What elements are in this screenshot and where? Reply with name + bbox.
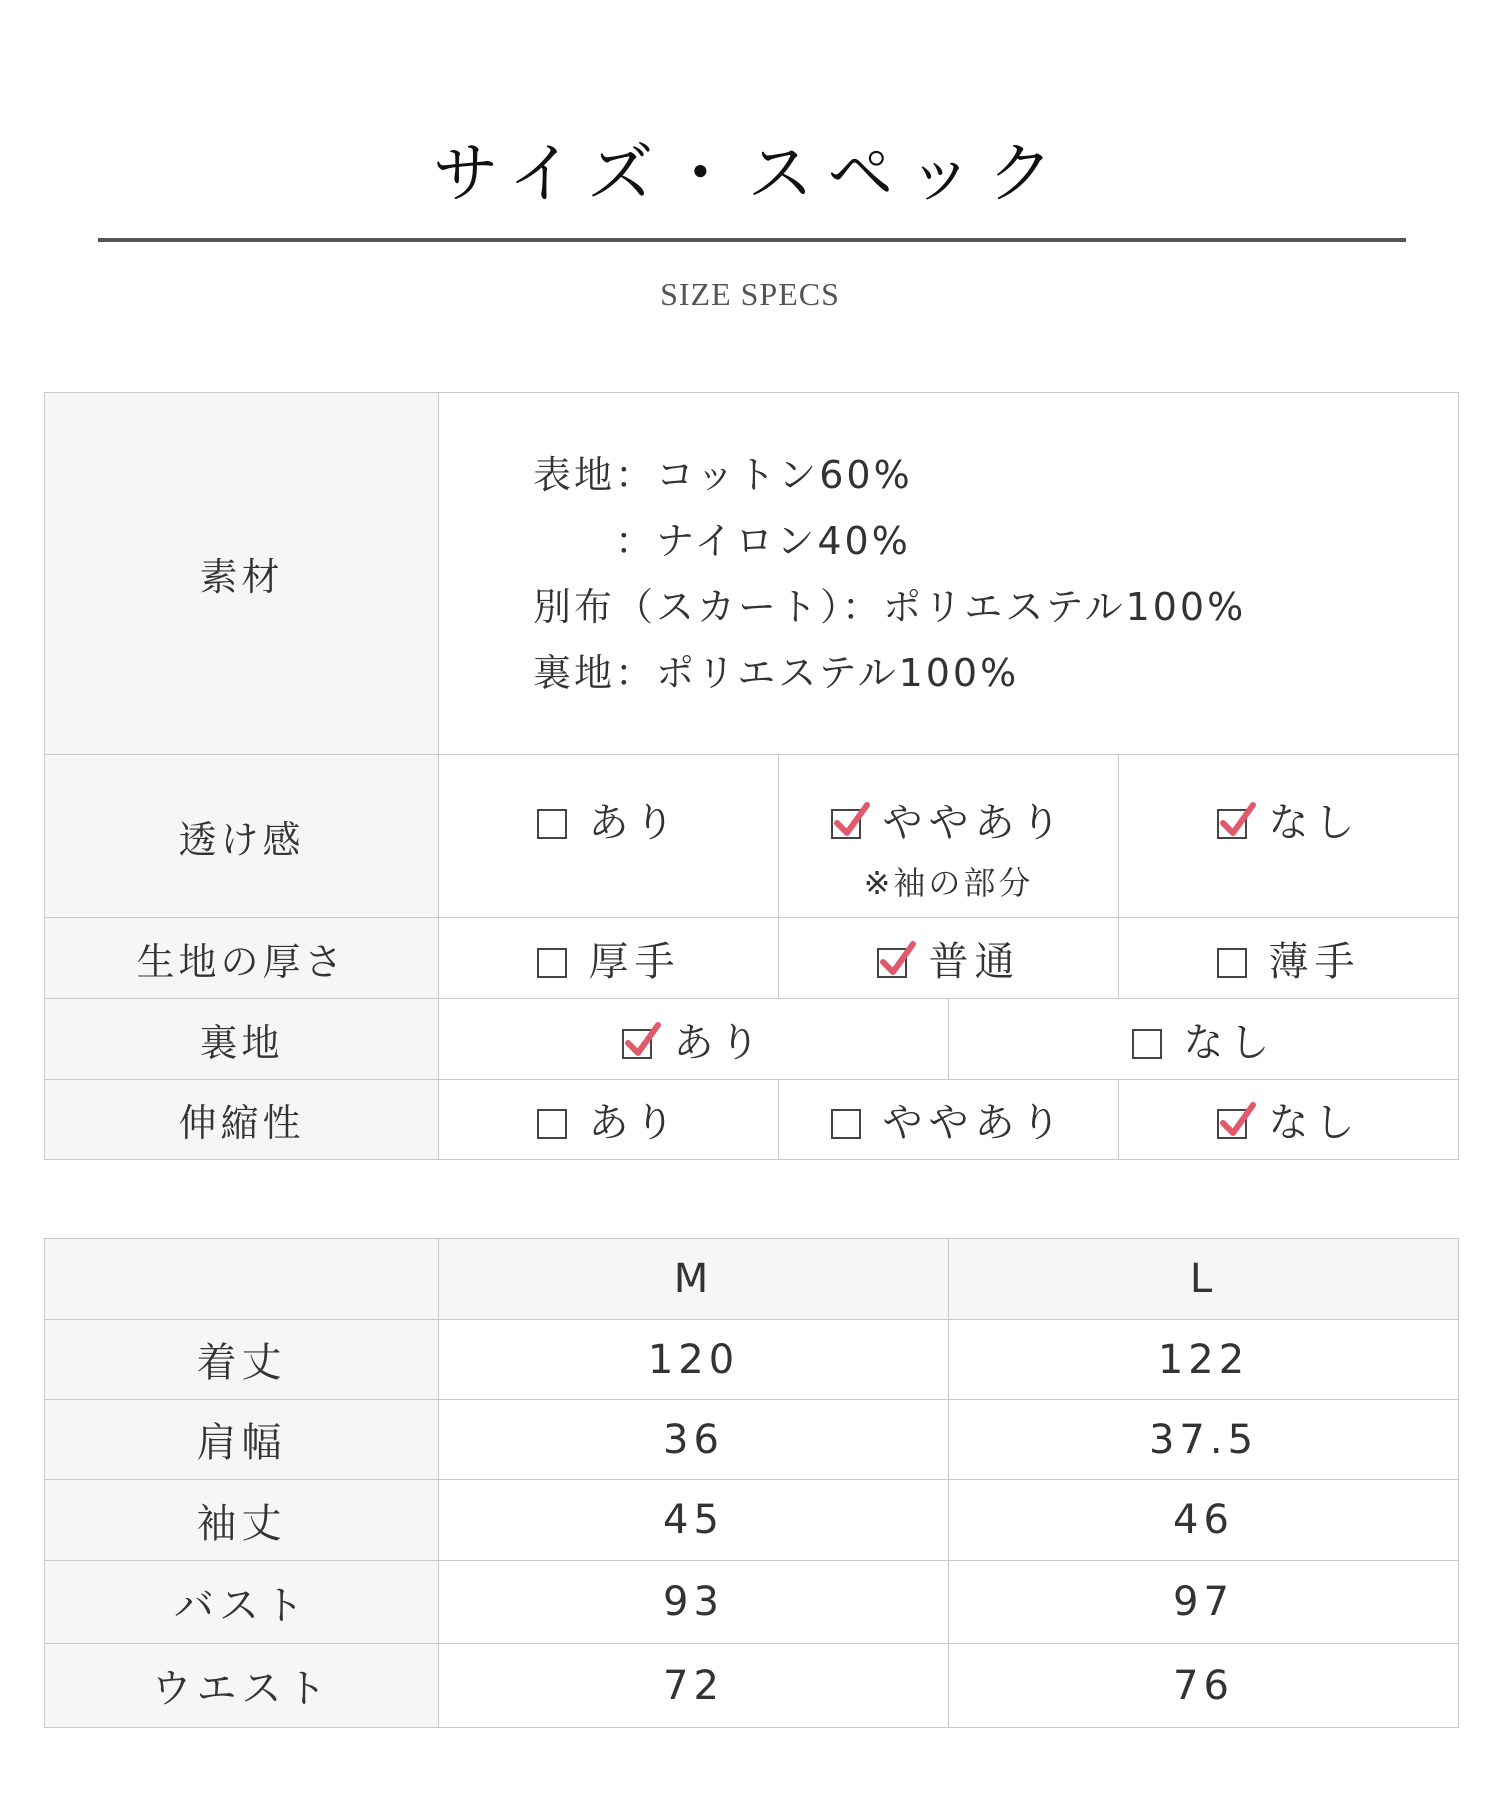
page-subtitle: SIZE SPECS — [660, 276, 840, 312]
sheerness-option — [439, 755, 779, 918]
size-m-value: 120 — [439, 1320, 949, 1400]
stretch-option — [439, 1080, 779, 1160]
option — [537, 1100, 681, 1146]
spec-table — [44, 392, 1459, 1160]
checkbox-icon — [1132, 1029, 1162, 1059]
sheerness-option — [779, 755, 1119, 918]
thickness-option — [779, 918, 1119, 999]
option — [831, 800, 1067, 846]
option — [831, 1100, 1067, 1146]
option-label: あり — [588, 1100, 681, 1146]
check-mark-icon — [1217, 799, 1259, 841]
size-l-value: 46 — [949, 1480, 1459, 1561]
material-list — [439, 393, 1459, 755]
lining-option — [949, 999, 1459, 1080]
spec-row-stretch — [45, 1080, 1459, 1160]
checkbox-icon — [537, 1109, 567, 1139]
check-mark-icon — [1217, 1099, 1259, 1141]
title-divider — [98, 238, 1406, 242]
checkbox-icon — [537, 948, 567, 978]
table-row — [45, 1400, 1459, 1480]
option-note: ※袖の部分 — [863, 864, 1034, 902]
spec-row-material — [45, 393, 1459, 755]
option-label: 厚手 — [588, 938, 681, 985]
size-table — [44, 1238, 1459, 1728]
option — [1217, 939, 1361, 985]
checkbox-icon — [1217, 809, 1247, 839]
option-label: ややあり — [882, 1100, 1067, 1146]
stretch-option — [779, 1080, 1119, 1160]
table-row — [45, 1320, 1459, 1400]
table-row — [45, 1561, 1459, 1644]
row-label: 袖丈 — [45, 1480, 439, 1561]
thickness-label: 生地の厚さ — [45, 918, 439, 999]
sheerness-label: 透け感 — [45, 755, 439, 918]
spec-row-thickness — [45, 918, 1459, 999]
option — [537, 939, 681, 985]
checkbox-icon — [1217, 948, 1247, 978]
size-m-value: 36 — [439, 1400, 949, 1480]
size-m-value: 72 — [439, 1644, 949, 1728]
size-m-value: 93 — [439, 1561, 949, 1644]
lining-option — [439, 999, 949, 1080]
checkbox-icon — [831, 809, 861, 839]
option-label: あり — [673, 1019, 766, 1066]
page-title: サイズ・スペック — [432, 135, 1068, 212]
option — [1217, 800, 1361, 846]
option — [877, 939, 1021, 985]
option — [537, 800, 681, 846]
option-label: 普通 — [928, 938, 1021, 985]
material-label: 素材 — [45, 393, 439, 755]
checkbox-icon — [622, 1029, 652, 1059]
material-line: 別布（スカート）：ポリエステル100% — [533, 584, 1247, 629]
row-label: 着丈 — [45, 1320, 439, 1400]
table-row — [45, 1644, 1459, 1728]
option-label: なし — [1183, 1019, 1276, 1066]
spec-row-sheerness — [45, 755, 1459, 918]
checkbox-icon — [877, 948, 907, 978]
option-label: なし — [1268, 800, 1361, 846]
option-label: ややあり — [882, 800, 1067, 846]
option — [1217, 1100, 1361, 1146]
table-row — [45, 1480, 1459, 1561]
size-l-value: 76 — [949, 1644, 1459, 1728]
size-l-value: 97 — [949, 1561, 1459, 1644]
material-line: ：ナイロン40% — [533, 518, 911, 563]
option-label: あり — [588, 800, 681, 846]
option-label: なし — [1268, 1100, 1361, 1146]
thickness-option — [439, 918, 779, 999]
check-mark-icon — [877, 938, 919, 980]
material-line: 表地：コットン60% — [533, 452, 913, 497]
row-label: バスト — [45, 1561, 439, 1644]
size-header-row — [45, 1239, 1459, 1320]
size-header-m: M — [439, 1239, 949, 1320]
size-header-l: L — [949, 1239, 1459, 1320]
check-mark-icon — [622, 1019, 664, 1061]
size-header-blank — [45, 1239, 439, 1320]
checkbox-icon — [831, 1109, 861, 1139]
stretch-label: 伸縮性 — [45, 1080, 439, 1160]
spec-row-lining — [45, 999, 1459, 1080]
size-l-value: 122 — [949, 1320, 1459, 1400]
checkbox-icon — [1217, 1109, 1247, 1139]
material-line: 裏地：ポリエステル100% — [533, 650, 1020, 695]
stretch-option — [1119, 1080, 1459, 1160]
option-label: 薄手 — [1268, 938, 1361, 985]
option — [622, 1020, 766, 1066]
thickness-option — [1119, 918, 1459, 999]
size-m-value: 45 — [439, 1480, 949, 1561]
row-label: 肩幅 — [45, 1400, 439, 1480]
checkbox-icon — [537, 809, 567, 839]
lining-label: 裏地 — [45, 999, 439, 1080]
row-label: ウエスト — [45, 1644, 439, 1728]
option — [1132, 1020, 1276, 1066]
check-mark-icon — [831, 799, 873, 841]
sheerness-option — [1119, 755, 1459, 918]
size-l-value: 37.5 — [949, 1400, 1459, 1480]
